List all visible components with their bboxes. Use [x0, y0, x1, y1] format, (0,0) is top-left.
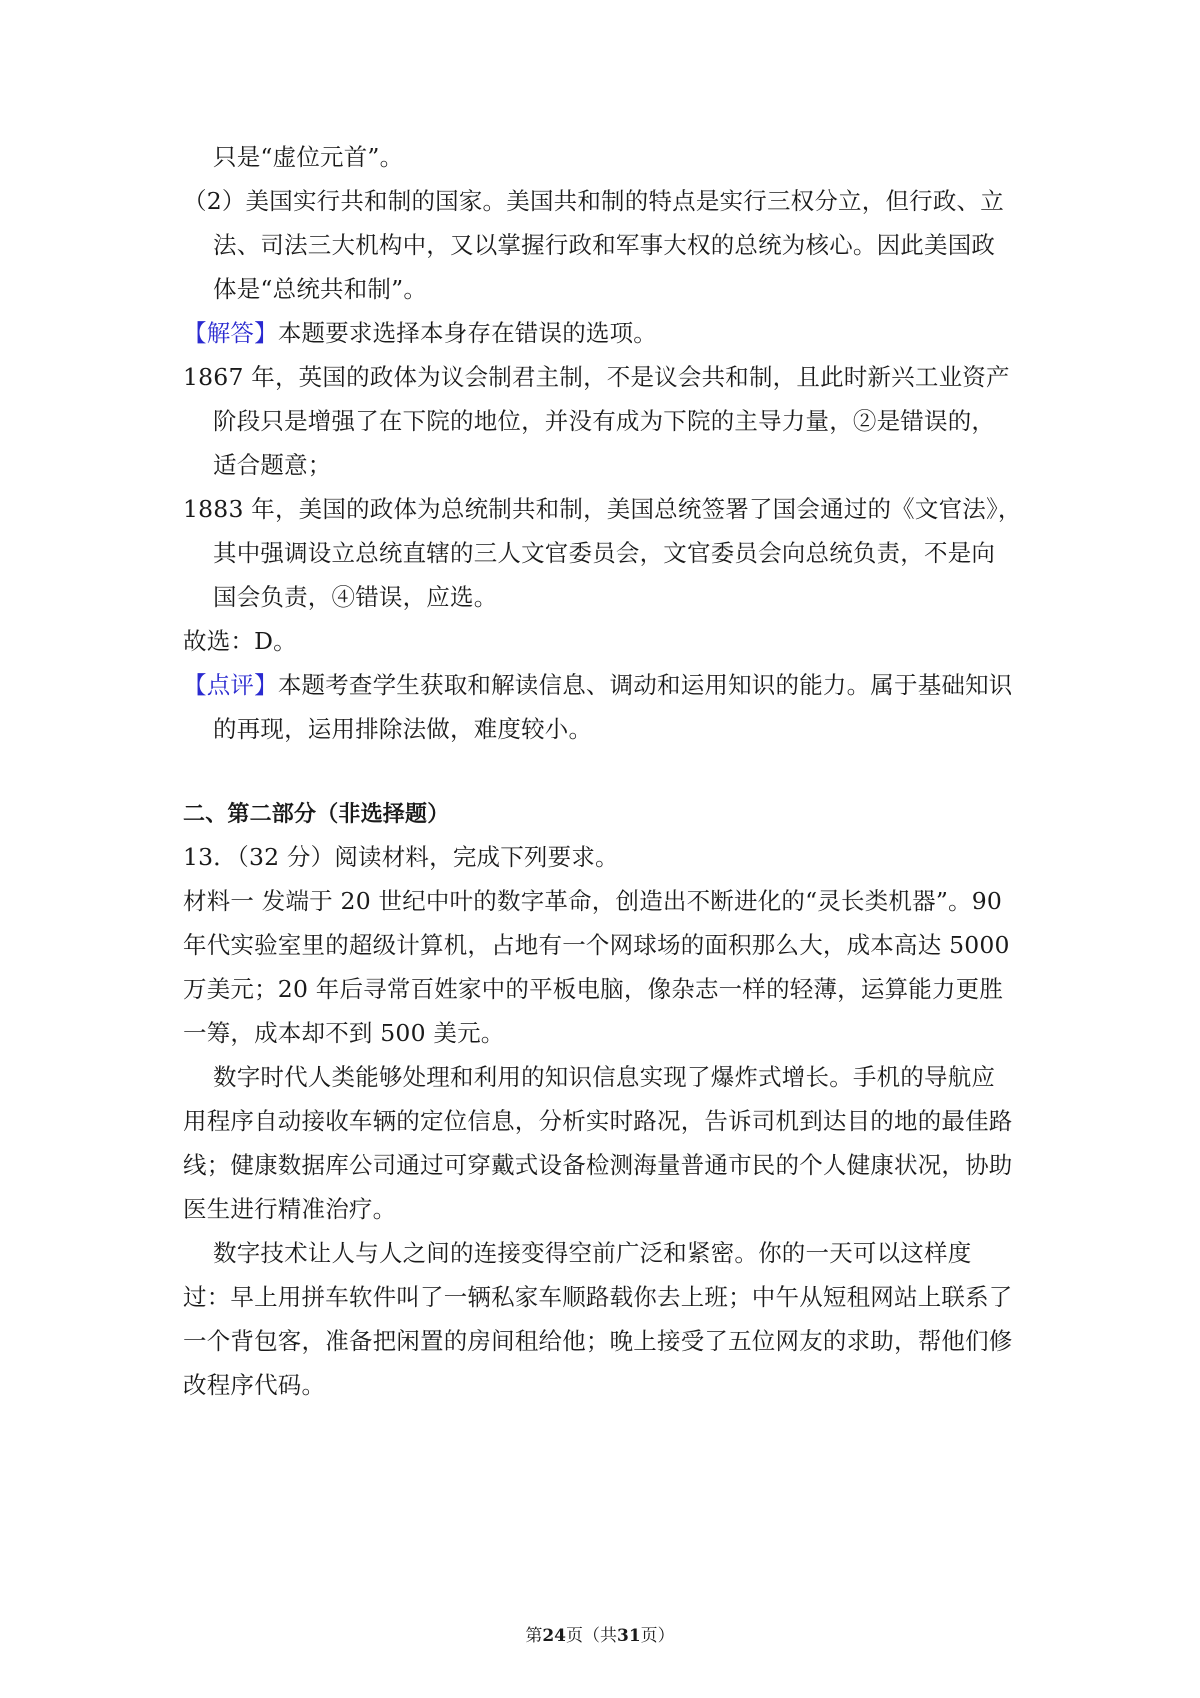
p1867-line-3: 适合题意；: [213, 451, 332, 479]
answer-tag: 【解答】: [183, 319, 278, 347]
point2-line-3: 体是“总统共和制”。: [213, 275, 428, 303]
answer-paragraph: [183, 316, 657, 350]
p1883-line-2: 其中强调设立总统直辖的三人文官委员会，文官委员会向总统负责，不是向: [213, 539, 996, 567]
section-heading: 二、第二部分（非选择题）: [183, 802, 450, 827]
footer-total-pages: 31: [617, 1626, 641, 1646]
point2-line-2: 法、司法三大机构中，又以掌握行政和军事大权的总统为核心。因此美国政: [213, 231, 996, 259]
choice-line: 故选：D。: [183, 627, 297, 655]
material1-line-3: 万美元；20 年后寻常百姓家中的平板电脑，像杂志一样的轻薄，运算能力更胜: [183, 975, 1004, 1003]
answer-text: 本题要求选择本身存在错误的选项。: [277, 319, 658, 347]
footer-mid: 页（共: [566, 1626, 617, 1646]
material1-line-1: 材料一 发端于 20 世纪中叶的数字革命，创造出不断进化的“灵长类机器”。90: [183, 887, 1003, 915]
p1883-line-3: 国会负责，④错误，应选。: [213, 583, 498, 611]
p1867-line-2: 阶段只是增强了在下院的地位，并没有成为下院的主导力量，②是错误的，: [213, 407, 996, 435]
para3-line-2: 过：早上用拼车软件叫了一辆私家车顺路载你去上班；中午从短租网站上联系了: [183, 1283, 1013, 1311]
question-13: 13．（32 分）阅读材料，完成下列要求。: [183, 843, 619, 871]
comment-tag: 【点评】: [183, 671, 278, 699]
para2-line-4: 医生进行精准治疗。: [183, 1195, 397, 1223]
footer-suffix: 页）: [640, 1626, 675, 1646]
para2-line-3: 线；健康数据库公司通过可穿戴式设备检测海量普通市民的个人健康状况，协助: [183, 1151, 1013, 1179]
p1883-line-1: 1883 年，美国的政体为总统制共和制，美国总统签署了国会通过的《文官法》，: [183, 495, 1022, 523]
p1867-line-1: 1867 年，英国的政体为议会制君主制，不是议会共和制，且此时新兴工业资产: [183, 363, 1010, 391]
answer-line-continue: 只是“虚位元首”。: [213, 143, 404, 171]
comment-line-2: 的再现，运用排除法做，难度较小。: [213, 715, 593, 743]
comment-line-1: 本题考查学生获取和解读信息、调动和运用知识的能力。属于基础知识: [277, 671, 1013, 699]
point2-line-1: （2）美国实行共和制的国家。美国共和制的特点是实行三权分立，但行政、立: [183, 187, 1004, 215]
para3-line-3: 一个背包客，准备把闲置的房间租给他；晚上接受了五位网友的求助，帮他们修: [183, 1327, 1013, 1355]
footer-page-number: 24: [542, 1626, 566, 1646]
comment-paragraph: [183, 668, 1013, 702]
para2-line-2: 用程序自动接收车辆的定位信息，分析实时路况，告诉司机到达目的地的最佳路: [183, 1107, 1013, 1135]
material1-line-4: 一筹，成本却不到 500 美元。: [183, 1019, 505, 1047]
para2-line-1: 数字时代人类能够处理和利用的知识信息实现了爆炸式增长。手机的导航应: [213, 1063, 996, 1091]
footer-prefix: 第: [525, 1626, 543, 1646]
material1-line-2: 年代实验室里的超级计算机，占地有一个网球场的面积那么大，成本高达 5000: [183, 931, 1010, 959]
para3-line-1: 数字技术让人与人之间的连接变得空前广泛和紧密。你的一天可以这样度: [213, 1239, 972, 1267]
para3-line-4: 改程序代码。: [183, 1371, 326, 1399]
page-footer: [0, 1624, 1200, 1648]
